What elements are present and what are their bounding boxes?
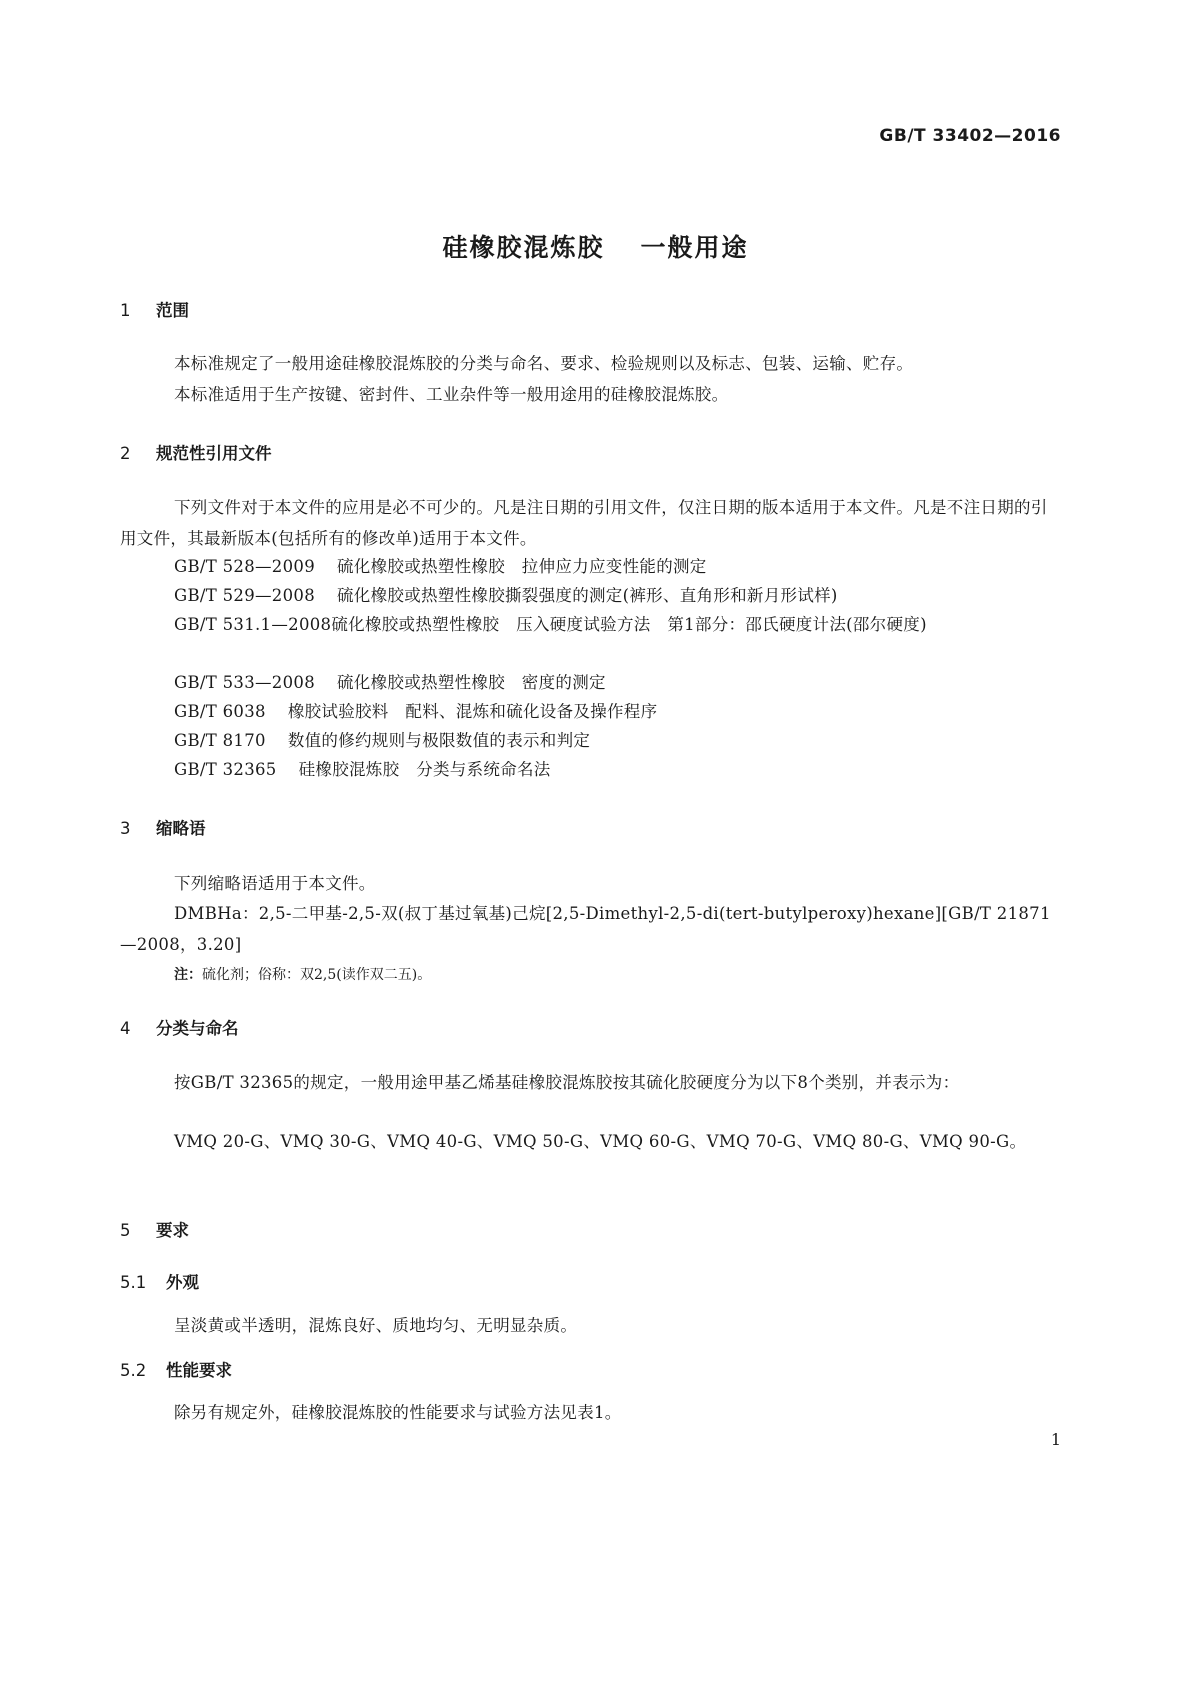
reference-item xyxy=(120,609,1064,640)
paragraph: 按GB/T 32365的规定，一般用途甲基乙烯基硅橡胶混炼胶按其硫化胶硬度分为以下8个类别，并表示为： xyxy=(174,1073,960,1092)
reference-title: 橡胶试验胶料 配料、混炼和硫化设备及操作程序 xyxy=(287,702,658,721)
reference-code: GB/T 528—2009 xyxy=(174,557,315,576)
section-title: 分类与命名 xyxy=(156,1019,239,1038)
title-sub: 一般用途 xyxy=(640,233,749,262)
reference-item xyxy=(174,725,1064,756)
reference-code: GB/T 6038 xyxy=(174,702,266,721)
section-4-heading xyxy=(120,1015,239,1039)
reference-title: 硫化橡胶或热塑性橡胶 密度的测定 xyxy=(337,673,606,692)
reference-code: GB/T 533—2008 xyxy=(174,673,315,692)
reference-item xyxy=(174,754,1064,785)
reference-title: 硅橡胶混炼胶 分类与系统命名法 xyxy=(298,760,551,779)
section-number: 5.1 xyxy=(120,1273,147,1292)
section-number: 2 xyxy=(120,444,131,463)
section-title: 缩略语 xyxy=(156,819,206,838)
reference-item xyxy=(174,696,1064,727)
section-1-heading xyxy=(120,297,189,321)
abbreviation-entry: DMBHa：2,5-二甲基-2,5-双(叔丁基过氧基)己烷[2,5-Dimethyl-2,5-di(tert-butylperoxy)hexane][GB/T 21871—2008，3.20] xyxy=(120,904,1051,954)
section-number: 1 xyxy=(120,301,131,320)
standard-code: GB/T 33402—2016 xyxy=(879,126,1061,146)
reference-title: 硫化橡胶或热塑性橡胶 压入硬度试验方法 第1部分：邵氏硬度计法(邵尔硬度) xyxy=(331,615,927,634)
section-title: 要求 xyxy=(156,1221,189,1240)
document-title xyxy=(0,228,1191,264)
section-5-2-heading xyxy=(120,1357,232,1381)
reference-code: GB/T 531.1—2008 xyxy=(174,615,332,634)
section-title: 规范性引用文件 xyxy=(156,444,272,463)
section-number: 5 xyxy=(120,1221,131,1240)
paragraph: 呈淡黄或半透明，混炼良好、质地均匀、无明显杂质。 xyxy=(174,1316,578,1335)
reference-title: 硫化橡胶或热塑性橡胶 拉伸应力应变性能的测定 xyxy=(337,557,707,576)
paragraph: 除另有规定外，硅橡胶混炼胶的性能要求与试验方法见表1。 xyxy=(174,1403,622,1422)
note xyxy=(174,964,431,984)
reference-title: 硫化橡胶或热塑性橡胶撕裂强度的测定(裤形、直角形和新月形试样) xyxy=(337,586,838,605)
title-main: 硅橡胶混炼胶 xyxy=(442,233,605,262)
paragraph: VMQ 20-G、VMQ 30-G、VMQ 40-G、VMQ 50-G、VMQ 60-G、VMQ 70-G、VMQ 80-G、VMQ 90-G。 xyxy=(174,1132,1027,1151)
section-title: 外观 xyxy=(166,1273,199,1292)
section-5-1-heading xyxy=(120,1269,199,1293)
paragraph: 本标准适用于生产按键、密封件、工业杂件等一般用途用的硅橡胶混炼胶。 xyxy=(174,385,729,404)
section-number: 5.2 xyxy=(120,1361,147,1380)
reference-title: 数值的修约规则与极限数值的表示和判定 xyxy=(287,731,591,750)
note-label: 注： xyxy=(174,967,202,983)
reference-item xyxy=(174,667,1064,698)
reference-item xyxy=(174,551,1064,582)
paragraph: 本标准规定了一般用途硅橡胶混炼胶的分类与命名、要求、检验规则以及标志、包装、运输、贮存。 xyxy=(174,354,914,373)
reference-item xyxy=(174,580,1064,611)
reference-code: GB/T 529—2008 xyxy=(174,586,315,605)
section-5-heading xyxy=(120,1217,189,1241)
section-title: 性能要求 xyxy=(166,1361,232,1380)
note-text: 硫化剂；俗称：双2,5(读作双二五)。 xyxy=(202,967,432,983)
section-number: 3 xyxy=(120,819,131,838)
reference-code: GB/T 8170 xyxy=(174,731,266,750)
paragraph: 下列缩略语适用于本文件。 xyxy=(174,874,376,893)
section-3-heading xyxy=(120,815,206,839)
section-number: 4 xyxy=(120,1019,131,1038)
section-2-heading xyxy=(120,440,272,464)
paragraph: 下列文件对于本文件的应用是必不可少的。凡是注日期的引用文件，仅注日期的版本适用于本文件。凡是不注日期的引用文件，其最新版本(包括所有的修改单)适用于本文件。 xyxy=(120,498,1048,548)
reference-code: GB/T 32365 xyxy=(174,760,277,779)
section-title: 范围 xyxy=(156,301,189,320)
page-number: 1 xyxy=(1050,1430,1061,1449)
